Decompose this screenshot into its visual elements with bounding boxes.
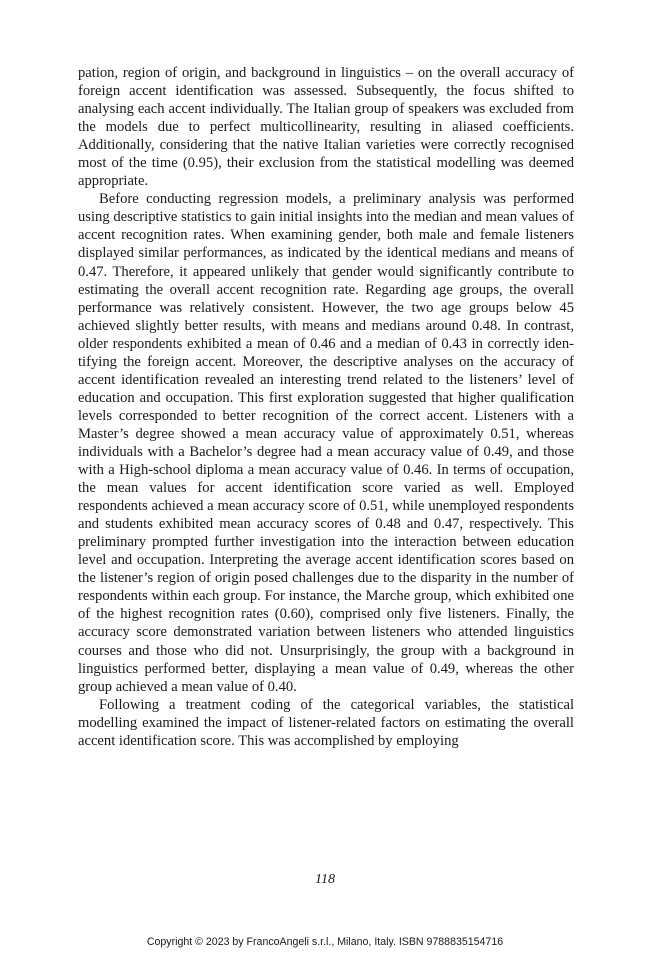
body-text bbox=[78, 64, 574, 750]
paragraph-1: pation, region of origin, and background in linguistics – on the overall accuracy of foreign accent identification was assessed. Subsequently, the focus shifted to analysing each accent individually. The Italian group of speakers was excluded from the models due to perfect multicollinearity, resulting in aliased coefficients. Additionally, considering that the native Italian varieties were correctly recognised most of the time (0.95), their exclusion from the statistical modelling was deemed appropriate. bbox=[78, 65, 574, 190]
page-number: 118 bbox=[315, 872, 335, 887]
copyright-notice: Copyright © 2023 by FrancoAngeli s.r.l., Milano, Italy. ISBN 9788835154716 bbox=[146, 936, 504, 948]
paragraph-3: Following a treatment coding of the categorical variables, the statistical modelling examined the impact of listener-related factors on estimating the overall accent identification score. This was accomplished by employing bbox=[78, 696, 574, 749]
paragraph-2: Before conducting regression models, a preliminary analysis was performed using descriptive statistics to gain initial insights into the median and mean values of accent recognition rates. When examining gender, both male and female listeners displayed similar performances, as indicated by the identical medians and means of 0.47. Therefore, it appeared unlikely that gender would significantly contribute to estimating the overall accent recognition rate. Regarding age groups, the overall performance was relatively consistent. However, the two age groups below 45 achieved slightly better results, with means and medians around 0.48. In contrast, older respondents exhibited a mean of 0.46 and a median of 0.43 in correctly identifying the foreign accent. Moreover, the descriptive analyses on the accuracy of accent identification revealed an interesting trend related to the listeners’ level of education and occupation. This first exploration suggested that higher qualification levels corresponded to better recognition of the correct accent. Listeners with a Master’s degree showed a mean accuracy value of approximately 0.51, whereas individuals with a Bachelor’s degree had a mean accuracy value of 0.49, and those with a High-school diploma a mean accuracy value of 0.46. In terms of occupation, the mean values for accent identification score varied as well. Employed respondents achieved a mean accuracy score of 0.51, while unemployed respondents and students exhibited mean accuracy scores of 0.48 and 0.47, respectively. This preliminary prompted further investigation into the interaction between education level and occupation. Interpreting the average accent identification scores based on the listener’s region of origin posed challenges due to the disparity in the number of respondents within each group. For instance, the Marche group, which exhibited one of the highest recognition rates (0.60), comprised only five listeners. Finally, the accuracy score demonstrated variation between listeners who attended linguistics courses and those who did not. Unsurprisingly, the group with a background in linguistics performed better, displaying a mean value of 0.49, whereas the other group achieved a mean value of 0.40. bbox=[78, 191, 574, 695]
